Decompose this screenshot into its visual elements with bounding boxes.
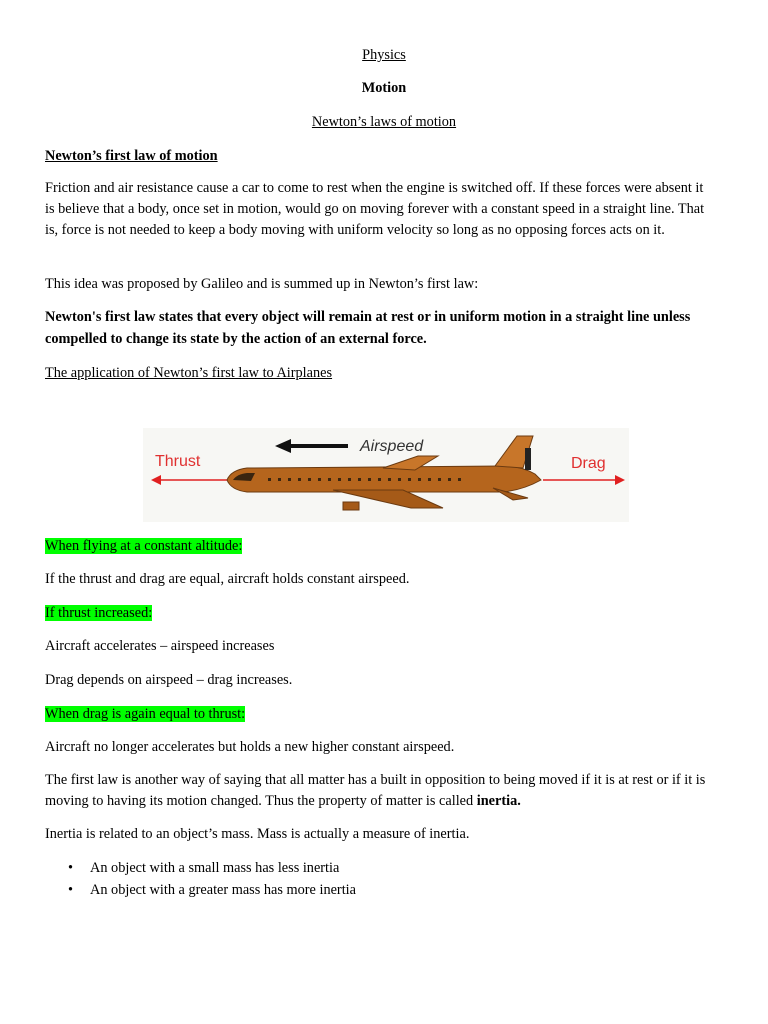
thrust-label: Thrust	[155, 453, 201, 470]
thrust-increased-text-2: Drag depends on airspeed – drag increases.	[45, 672, 293, 688]
drag-label: Drag	[571, 455, 606, 472]
bullet-icon: •	[68, 882, 74, 898]
inertia-paragraph-text: The first law is another way of saying that all matter has a built in opposition to being moved if it is at rest or if it is moving to having its motion changed. Thus the property of matter is called	[45, 772, 706, 809]
subject-title: Physics	[362, 47, 406, 63]
case-constant-altitude	[45, 536, 715, 557]
airspeed-label: Airspeed	[360, 438, 424, 455]
mass-paragraph: Inertia is related to an object’s mass. Mass is actually a measure of inertia.	[45, 826, 470, 842]
application-heading: The application of Newton’s first law to Airplanes	[45, 365, 333, 381]
airspeed-arrowhead	[275, 439, 291, 453]
intro-paragraph: Friction and air resistance cause a car to come to rest when the engine is switched off. If these forces were absent it is believe that a body, once set in motion, would go on moving forever with a constant speed in a straight line. That is, force is not needed to keep a body moving with uniform velocity so long as no opposing forces acts on it.	[45, 180, 705, 238]
thrust-increased-text-1: Aircraft accelerates – airspeed increases	[45, 638, 275, 654]
highlight-constant-altitude: When flying at a constant altitude:	[45, 538, 243, 554]
highlight-thrust-increased: If thrust increased:	[45, 605, 153, 621]
drag-arrowhead	[615, 475, 625, 485]
constant-altitude-text: If the thrust and drag are equal, aircraft holds constant airspeed.	[45, 571, 410, 587]
inertia-term: inertia.	[476, 793, 521, 809]
case-thrust-increased	[45, 603, 715, 624]
thrust-arrowhead	[151, 475, 161, 485]
bullet-text: An object with a small mass has less inertia	[90, 860, 340, 876]
list-item	[45, 879, 356, 901]
section-heading: Newton’s first law of motion	[45, 148, 218, 164]
inertia-bullet-list	[45, 857, 356, 901]
airplane-forces-figure	[143, 428, 629, 522]
drag-equal-text: Aircraft no longer accelerates but holds a new higher constant airspeed.	[45, 739, 455, 755]
airplane-diagram	[143, 428, 629, 522]
subtopic-title: Newton’s laws of motion	[311, 114, 457, 130]
highlight-drag-equal: When drag is again equal to thrust:	[45, 706, 246, 722]
law-statement: Newton's first law states that every object will remain at rest or in uniform motion in a straight line unless compelled to change its state by the action of an external force.	[45, 309, 691, 347]
bullet-text: An object with a greater mass has more inertia	[90, 882, 356, 898]
list-item	[45, 857, 356, 879]
inertia-paragraph	[45, 770, 715, 812]
case-drag-equal	[45, 704, 715, 725]
bullet-icon: •	[68, 860, 74, 876]
topic-title: Motion	[361, 80, 407, 96]
galileo-paragraph: This idea was proposed by Galileo and is summed up in Newton’s first law:	[45, 276, 479, 292]
